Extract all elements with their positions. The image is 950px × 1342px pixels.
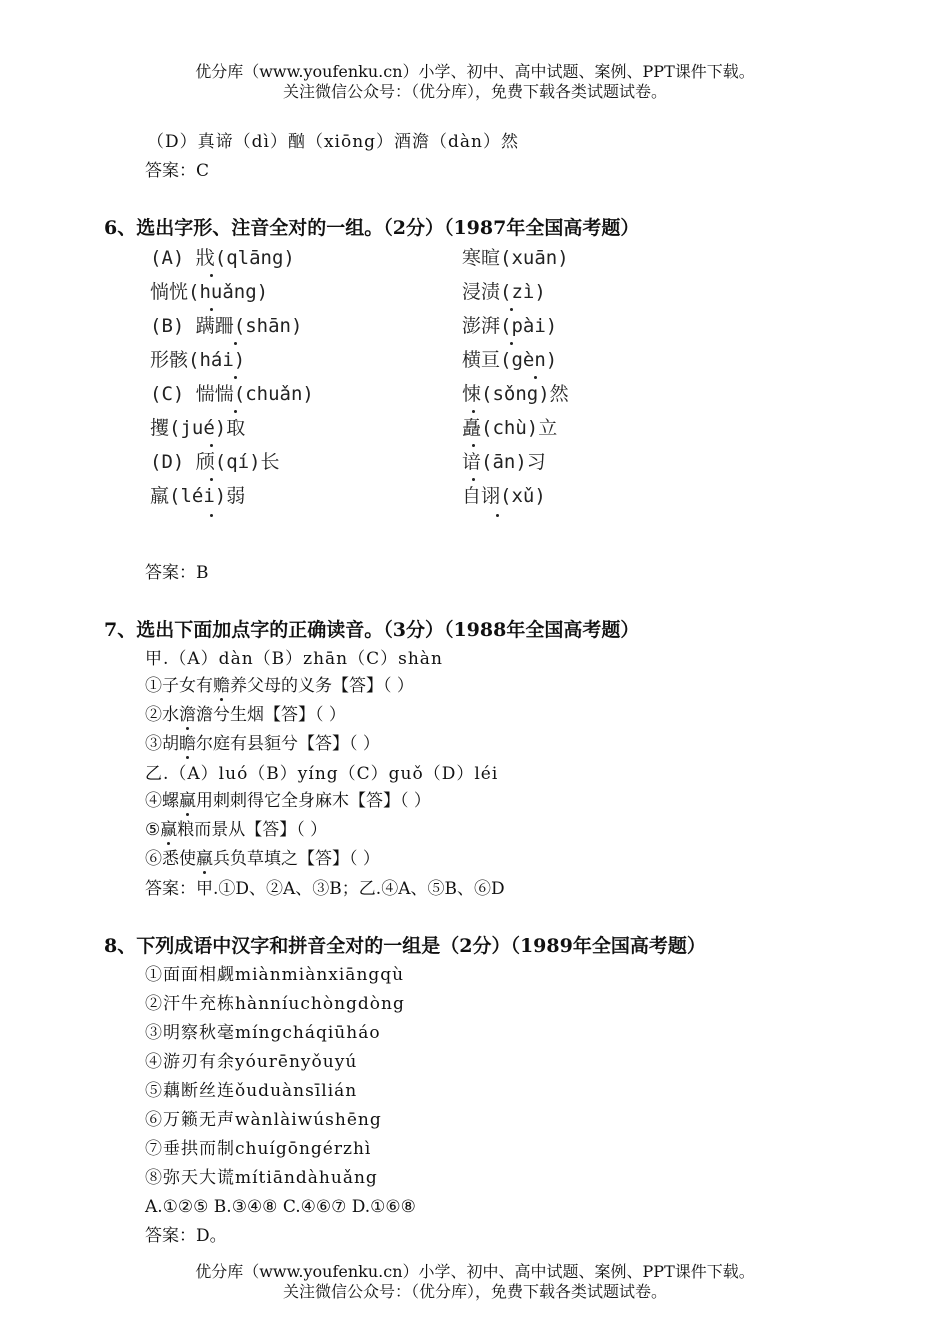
footer-line-1: 优分库（www.youfenku.cn）小学、初中、高中试题、案例、PPT课件下载。 [195, 1262, 755, 1281]
q8-choices: A.①②⑤ B.③④⑧ C.④⑥⑦ D.①⑥⑧ [145, 1197, 416, 1217]
emphasis-dot [210, 274, 213, 277]
q8-item-8: ⑧弥天大谎mítiāndàhuǎng [145, 1168, 378, 1188]
q7-item-5-post: 粮而景从【答】（ ） [177, 820, 328, 840]
q7-item-5-pre: ⑤ [145, 820, 161, 840]
q7-item-5 [145, 819, 327, 841]
q7-item-6-pre: ⑥悉使 [145, 849, 196, 869]
q7-item-5-dotted-char: 赢 [160, 820, 178, 840]
emphasis-dot [234, 376, 237, 379]
q7-item-1-dotted-char: 赡 [213, 676, 230, 696]
q8-title: 8、下列成语中汉字和拼音全对的一组是（2分）（1989年全国高考题） [104, 935, 706, 957]
q6-row-2-right: 浸渍(zì) [462, 281, 546, 303]
q8-item-7: ⑦垂拱而制chuígōngérzhì [145, 1139, 372, 1159]
q8-item-1: ①面面相觑miànmiànxiāngqù [145, 965, 405, 985]
q7-item-2-pre: ②水 [145, 705, 179, 725]
emphasis-dot [210, 514, 213, 517]
q6-row-8-right: 自诩(xǔ) [462, 485, 546, 507]
q8-item-2: ②汗牛充栋hànníuchòngdòng [145, 994, 405, 1014]
q7-item-3-post: 尔庭有县貆兮【答】（ ） [196, 734, 380, 754]
q6-row-8-left: 羸(léi)弱 [150, 485, 246, 507]
q6-row-5-left: (C) 惴惴(chuǎn) [150, 383, 314, 405]
header-line-1: 优分库（www.youfenku.cn）小学、初中、高中试题、案例、PPT课件下载。 [195, 62, 755, 81]
q7-answer: 答案：甲.①D、②A、③B；乙.④A、⑤B、⑥D [145, 879, 505, 899]
q8-answer: 答案：D。 [145, 1226, 227, 1246]
q7-item-3 [145, 733, 380, 755]
footer-line-2: 关注微信公众号：（优分库），免费下载各类试题试卷。 [282, 1282, 667, 1301]
q6-row-7-left: (D) 颀(qí)长 [150, 451, 280, 473]
q7-yi-options: 乙.（A）luó（B）yíng（C）guǒ（D）léi [145, 764, 499, 784]
q6-row-3-right: 澎湃(pài) [462, 315, 558, 337]
q6-row-1-left: (A) 戕(qlāng) [150, 247, 295, 269]
q7-item-1 [145, 675, 414, 697]
emphasis-dot [496, 514, 499, 517]
q7-item-3-dotted-char: 瞻 [179, 734, 196, 754]
q7-jia-options: 甲.（A）dàn（B）zhān（C）shàn [145, 649, 443, 669]
q7-item-4-dotted-char: 赢 [179, 791, 196, 811]
emphasis-dot [234, 342, 237, 345]
q7-item-3-pre: ③胡 [145, 734, 179, 754]
q8-item-5: ⑤藕断丝连ǒuduànsīlián [145, 1081, 358, 1101]
q6-row-6-left: 攫(jué)取 [150, 417, 246, 439]
q5-option-d: （D）真谛（dì）酗（xiōng）酒澹（dàn）然 [147, 132, 520, 152]
emphasis-dot [534, 376, 537, 379]
emphasis-dot [472, 478, 475, 481]
emphasis-dot [510, 308, 513, 311]
q6-row-4-right: 横亘(gèn) [462, 349, 558, 371]
q7-item-1-pre: ①子女有 [145, 676, 213, 696]
q6-row-7-right: 谙(ān)习 [462, 451, 546, 473]
q6-options-image [150, 246, 670, 526]
emphasis-dot [472, 410, 475, 413]
q6-row-5-right: 悚(sǒng)然 [462, 383, 569, 405]
emphasis-dot [510, 342, 513, 345]
emphasis-dot [210, 444, 213, 447]
q7-item-6 [145, 848, 380, 870]
q6-row-2-left: 惝恍(huǎng) [150, 281, 269, 303]
q7-item-1-post: 养父母的义务【答】（ ） [230, 676, 414, 696]
q8-item-4: ④游刃有余yóurēnyǒuyú [145, 1052, 358, 1072]
q5-answer: 答案：C [145, 161, 210, 181]
q6-answer: 答案：B [145, 563, 209, 583]
q8-item-3: ③明察秋毫míngcháqiūháo [145, 1023, 381, 1043]
q7-item-4 [145, 790, 431, 812]
q7-item-4-pre: ④螺 [145, 791, 179, 811]
q8-item-6: ⑥万籁无声wànlàiwúshēng [145, 1110, 382, 1130]
emphasis-dot [234, 410, 237, 413]
header-line-2: 关注微信公众号：（优分库），免费下载各类试题试卷。 [282, 82, 667, 101]
q7-item-6-post: 兵负草填之【答】（ ） [213, 849, 380, 869]
q7-item-2-post: 澹兮生烟【答】（ ） [196, 705, 346, 725]
q6-title: 6、选出字形、注音全对的一组。（2分）（1987年全国高考题） [104, 217, 640, 239]
emphasis-dot [210, 478, 213, 481]
q6-row-3-left: (B) 蹒跚(shān) [150, 315, 303, 337]
q6-row-1-right: 寒暄(xuān) [462, 247, 569, 269]
q7-item-6-dotted-char: 羸 [196, 849, 213, 869]
q7-item-2-dotted-char: 澹 [179, 705, 196, 725]
q7-item-2 [145, 704, 346, 726]
q7-title: 7、选出下面加点字的正确读音。（3分）（1988年全国高考题） [104, 619, 640, 641]
emphasis-dot [210, 308, 213, 311]
q7-item-4-post: 用刺刺得它全身麻木【答】（ ） [196, 791, 431, 811]
q6-row-4-left: 形骸(hái) [150, 349, 246, 371]
emphasis-dot [472, 444, 475, 447]
q6-row-6-right: 矗(chù)立 [462, 417, 558, 439]
